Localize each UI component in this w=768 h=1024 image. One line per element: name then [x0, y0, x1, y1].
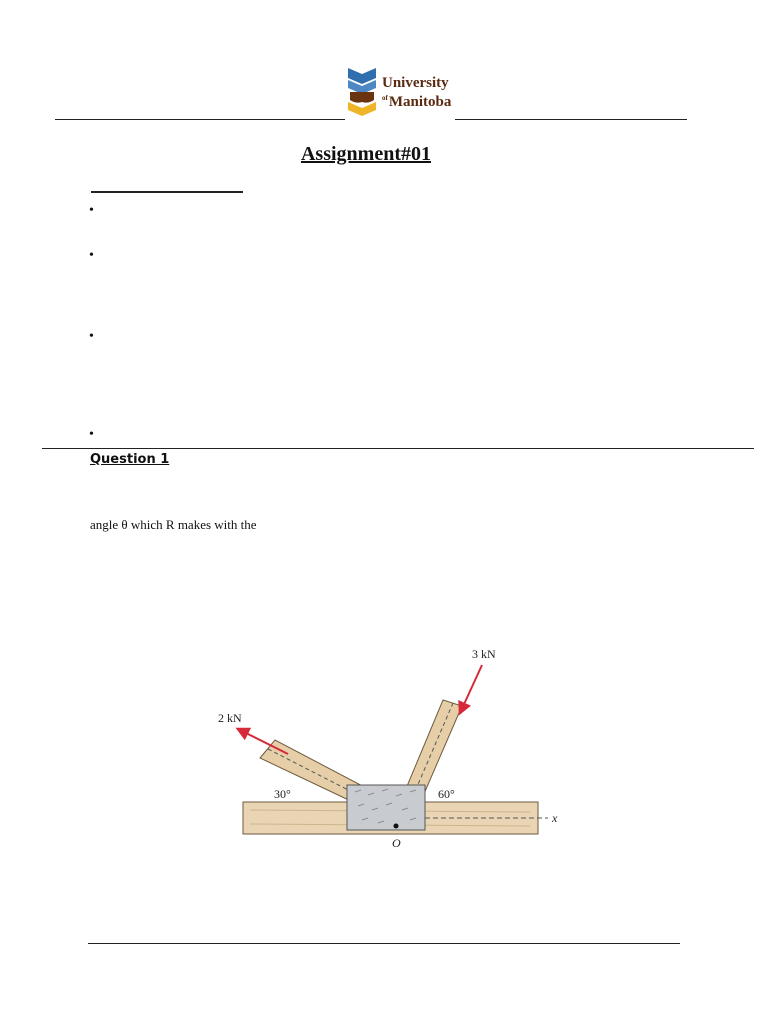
label-60deg: 60° [438, 787, 455, 801]
logo-of: of [382, 94, 388, 102]
logo-line-university: University [382, 75, 449, 91]
origin-point [394, 824, 399, 829]
section-heading-rule [91, 191, 243, 193]
label-30deg: 30° [274, 787, 291, 801]
logo-wordmark [382, 76, 451, 110]
bullet-4: • [89, 427, 94, 442]
header-rule-right [455, 119, 687, 120]
section-divider [42, 448, 754, 449]
bullet-1: • [89, 203, 94, 218]
force-diagram-svg [210, 640, 580, 860]
header-rule-left [55, 119, 345, 120]
shield-crest-icon [346, 66, 380, 118]
label-2kn: 2 kN [218, 711, 242, 725]
question-label: Question 1 [90, 452, 170, 467]
logo-manitoba: Manitoba [388, 94, 452, 110]
force-arrow-3kn [460, 665, 482, 713]
question-text: angle θ which R makes with the [90, 517, 257, 532]
label-origin: O [392, 836, 401, 850]
label-x-axis: x [552, 811, 558, 825]
logo-line-manitoba [382, 91, 451, 110]
bullet-3: • [89, 329, 94, 344]
university-logo [346, 66, 460, 118]
gusset-plate [347, 785, 425, 830]
footer-rule [88, 943, 680, 944]
assignment-title: Assignment#01 [300, 143, 431, 165]
force-arrow-2kn [238, 729, 288, 754]
bullet-2: • [89, 248, 94, 263]
label-3kn: 3 kN [472, 647, 496, 661]
force-diagram [210, 640, 580, 865]
